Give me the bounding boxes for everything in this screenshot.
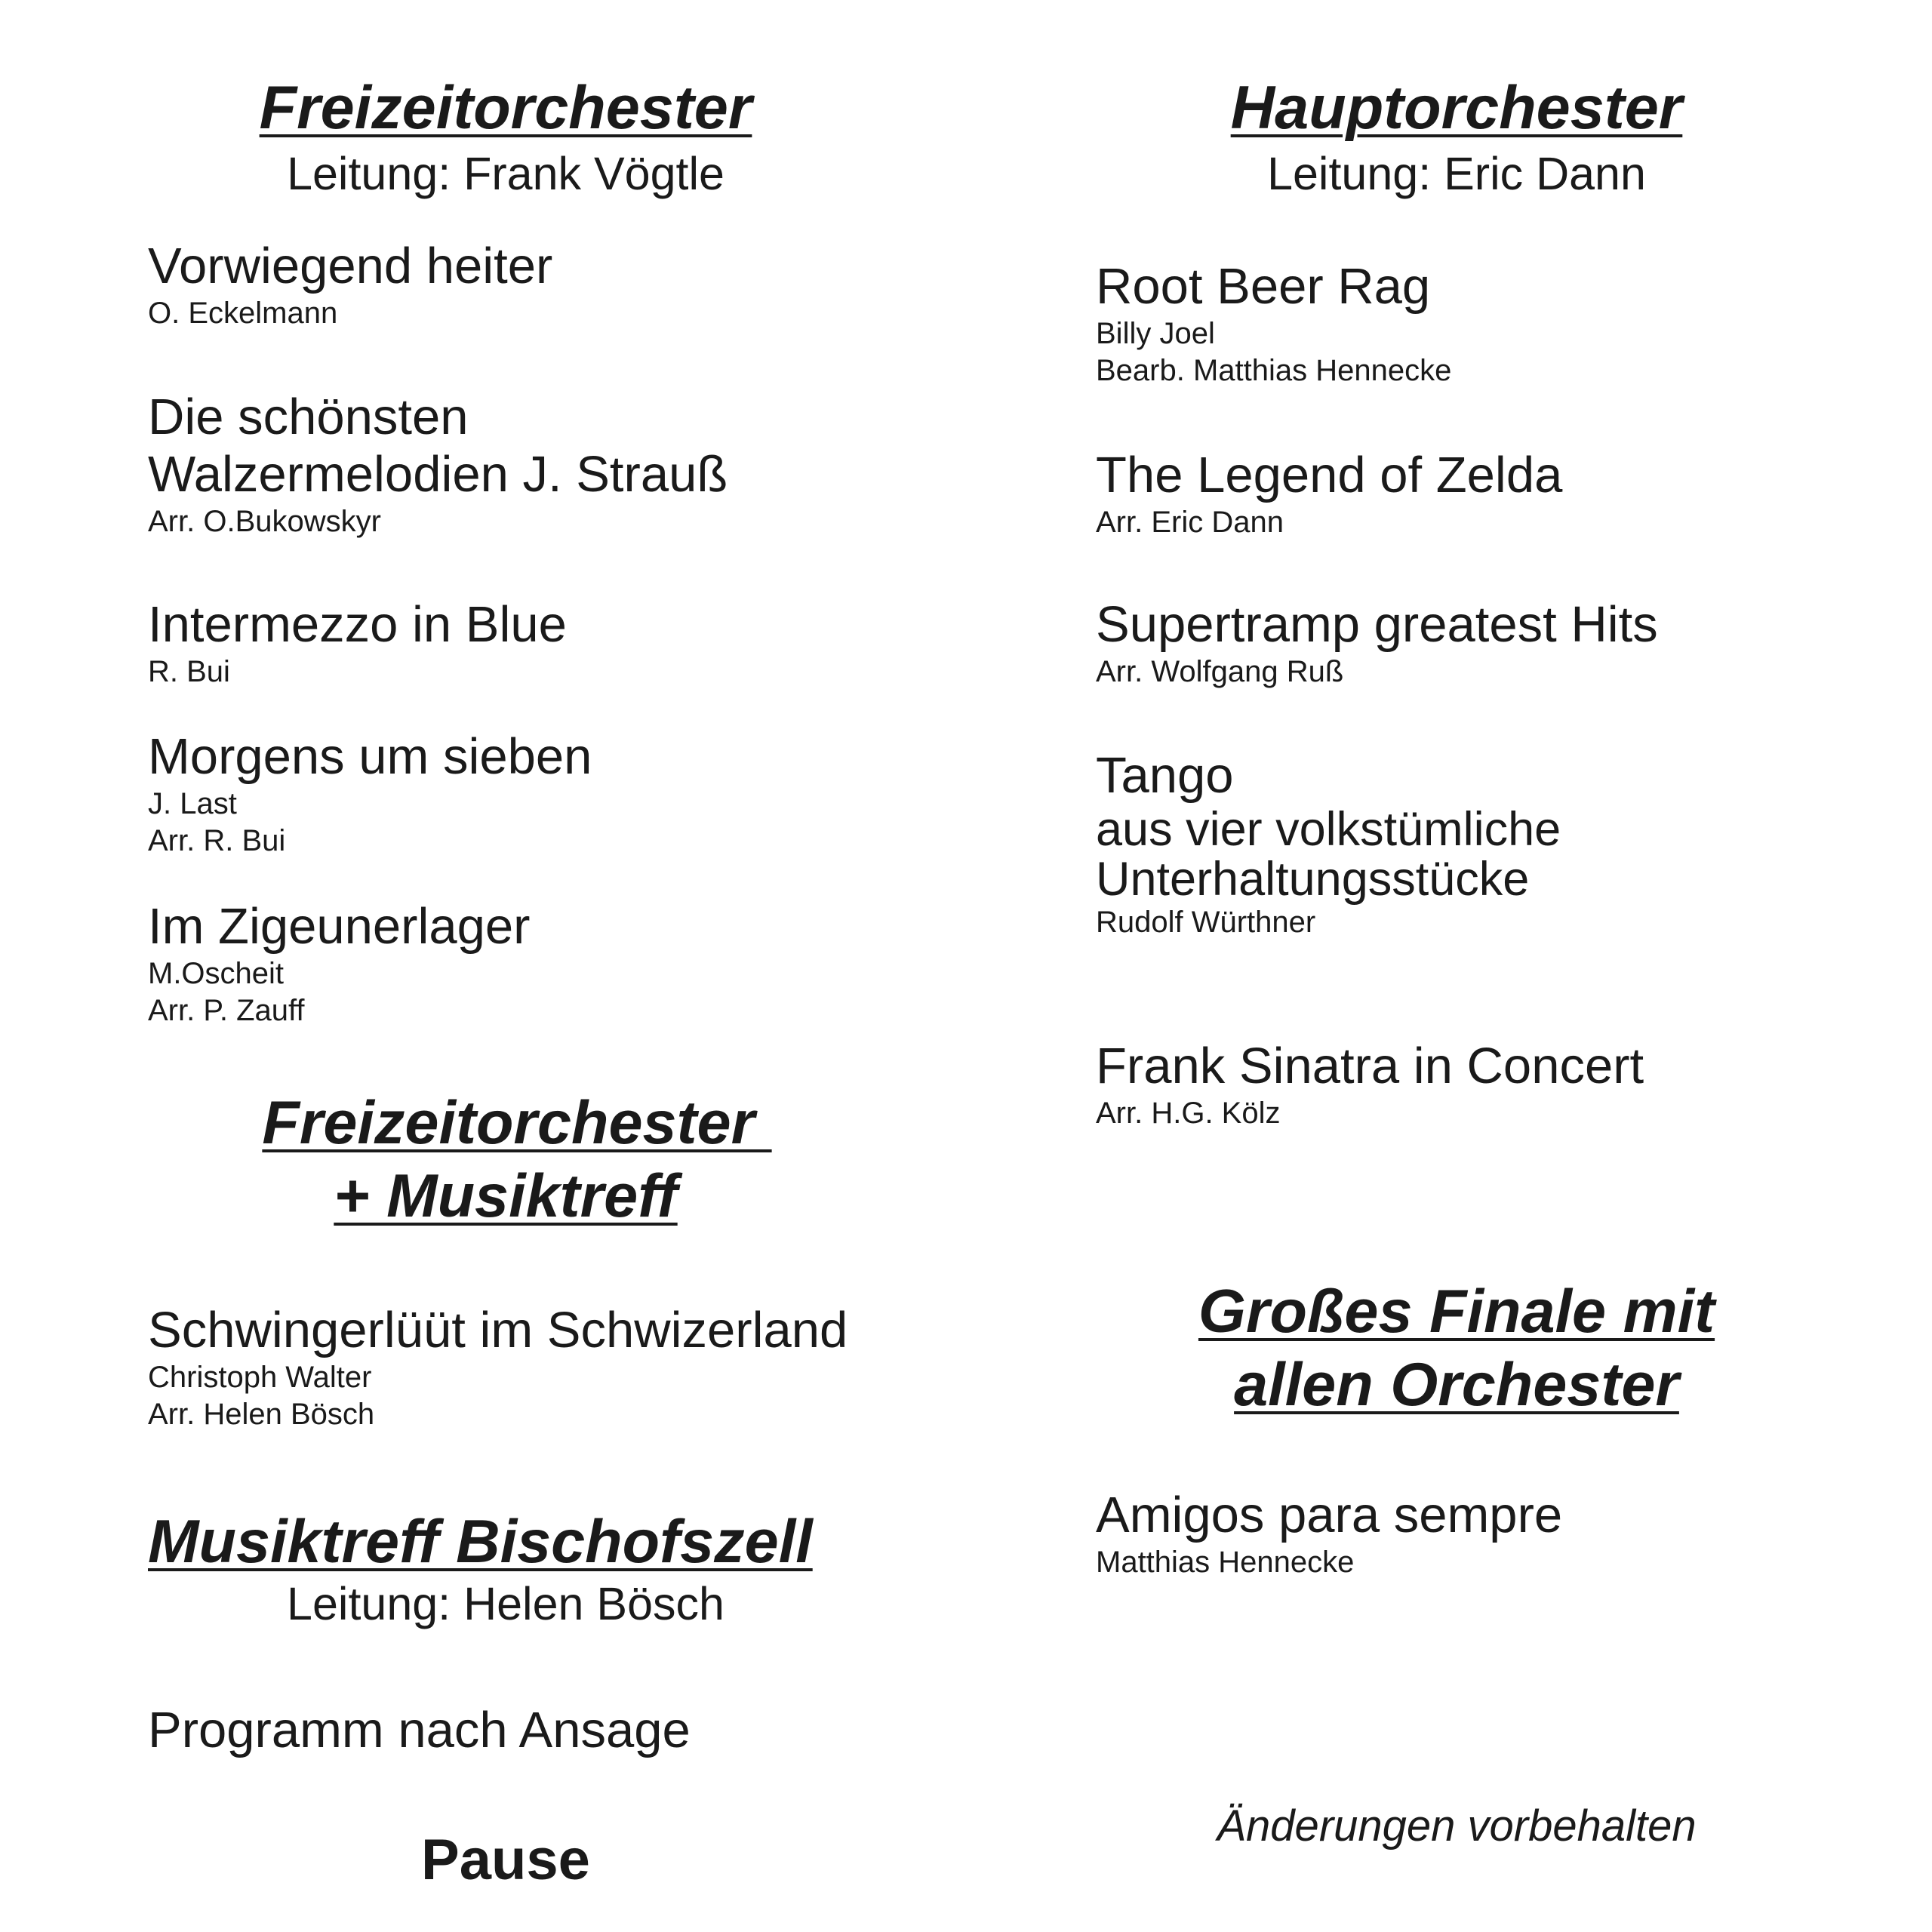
piece-root-beer-rag: [1096, 258, 1451, 389]
piece-tango: [1096, 747, 1561, 941]
piece-credit: Arr. R. Bui: [148, 824, 286, 857]
piece-subtitle-line: Unterhaltungsstücke: [1096, 853, 1530, 906]
piece-frank-sinatra: [1096, 1038, 1644, 1132]
piece-supertramp: [1096, 596, 1658, 691]
piece-credit: M.Oscheit: [148, 957, 285, 990]
piece-title: Supertramp greatest Hits: [1096, 596, 1658, 653]
piece-credit: Christoph Walter: [148, 1361, 372, 1394]
piece-title: Frank Sinatra in Concert: [1096, 1038, 1644, 1094]
piece-title: Vorwiegend heiter: [148, 238, 553, 294]
piece-credit: Bearb. Matthias Hennecke: [1096, 354, 1452, 387]
haupt-leader: Leitung: Eric Dann: [1267, 148, 1646, 199]
piece-morgens-um-sieben: [148, 728, 592, 860]
changes-note: Änderungen vorbehalten: [1217, 1801, 1697, 1850]
piece-credit: J. Last: [148, 787, 237, 820]
piece-credit: Arr. P. Zauff: [148, 994, 305, 1027]
musiktreff-heading: Musiktreff Bischofszell: [148, 1508, 813, 1576]
piece-intermezzo-in-blue: [148, 596, 567, 691]
piece-title-line: Walzermelodien J. Strauß: [148, 446, 728, 503]
piece-credit: O. Eckelmann: [148, 297, 338, 330]
freizeit-heading: Freizeitorchester: [259, 74, 752, 142]
piece-title: Amigos para sempre: [1096, 1487, 1563, 1543]
piece-title: Root Beer Rag: [1096, 258, 1431, 315]
piece-title: Morgens um sieben: [148, 728, 592, 785]
finale-heading-line-1: Großes Finale mit: [1198, 1278, 1715, 1346]
piece-title: The Legend of Zelda: [1096, 447, 1563, 503]
piece-amigos-para-sempre: [1096, 1487, 1562, 1581]
piece-credit: Matthias Hennecke: [1096, 1546, 1355, 1579]
piece-schwingerluut: [148, 1302, 848, 1433]
combined-heading-line-1: Freizeitorchester: [262, 1089, 772, 1157]
freizeit-leader: Leitung: Frank Vögtle: [287, 148, 724, 199]
piece-credit: Billy Joel: [1096, 317, 1215, 350]
piece-title: Im Zigeunerlager: [148, 898, 531, 955]
piece-im-zigeunerlager: [148, 898, 530, 1029]
piece-credit: R. Bui: [148, 655, 230, 688]
piece-credit: Arr. Helen Bösch: [148, 1398, 375, 1431]
piece-title-line: Die schönsten: [148, 389, 469, 445]
piece-credit: Arr. Wolfgang Ruß: [1096, 655, 1344, 688]
pause-label: Pause: [421, 1828, 590, 1892]
piece-title: Schwingerlüüt im Schwizerland: [148, 1302, 848, 1358]
piece-credit: Arr. H.G. Kölz: [1096, 1097, 1281, 1130]
combined-heading-line-2: + Musiktreff: [334, 1162, 678, 1230]
musiktreff-program: Programm nach Ansage: [148, 1702, 691, 1758]
piece-title: Tango: [1096, 747, 1234, 804]
piece-legend-of-zelda: [1096, 447, 1562, 541]
piece-credit: Arr. Eric Dann: [1096, 506, 1284, 539]
piece-credit: Rudolf Würthner: [1096, 906, 1316, 939]
haupt-heading: Hauptorchester: [1230, 74, 1683, 142]
piece-title: Intermezzo in Blue: [148, 596, 567, 653]
piece-vorwiegend-heiter: [148, 238, 552, 332]
piece-credit: Arr. O.Bukowskyr: [148, 505, 381, 538]
musiktreff-leader: Leitung: Helen Bösch: [287, 1578, 724, 1629]
piece-walzermelodien: [148, 389, 728, 540]
finale-heading-line-2: allen Orchester: [1234, 1351, 1679, 1419]
piece-subtitle-line: aus vier volkstümliche: [1096, 803, 1561, 856]
